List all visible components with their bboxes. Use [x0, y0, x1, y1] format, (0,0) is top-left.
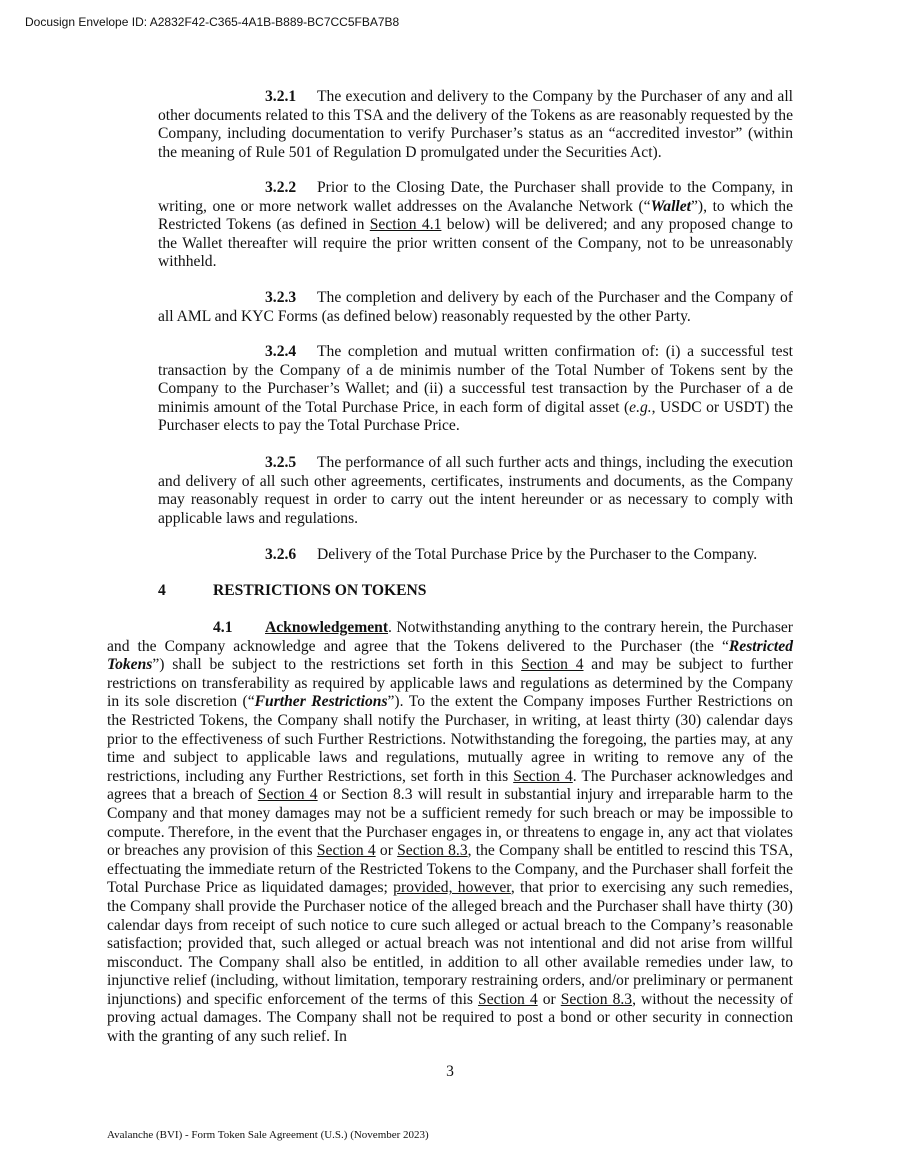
clause-number: 3.2.5 — [265, 454, 297, 471]
cross-reference: Section 8.3 — [560, 990, 633, 1008]
clause-number: 4.1 — [213, 619, 233, 636]
clause-3-2-4 — [158, 343, 793, 436]
clause-text: , without the necessity of proving actual damages. The Company shall not be required to post a bond or other security in connection with the granting of any such relief. In — [107, 990, 793, 1046]
cross-reference: Section 4 — [513, 767, 573, 785]
section-title: RESTRICTIONS ON TOKENS — [213, 582, 427, 599]
cross-reference: Section 4.1 — [369, 216, 442, 234]
clause-text: ”), to which the Restricted Tokens (as defined in — [158, 197, 793, 234]
clause-text: . The Purchaser acknowledges and agrees that a breach of — [107, 767, 793, 804]
clause-text: The execution and delivery to the Company by the Purchaser of any and all other documents related to this TSA and the delivery of the Tokens as are reasonably requested by the Company, including documentation to verify Purchaser’s status as an “accredited investor” (within the meaning of Rule 501 of Regulation D promulgated under the Securities Act). — [158, 88, 793, 161]
clause-3-2-6 — [158, 546, 793, 565]
defined-term: e.g. — [629, 398, 652, 416]
page-number: 3 — [446, 1063, 454, 1080]
envelope-id: Docusign Envelope ID: A2832F42-C365-4A1B-B889-BC7CC5FBA7B8 — [25, 15, 400, 29]
clause-text: The completion and delivery by each of the Purchaser and the Company of all AML and KYC Forms (as defined below) reasonably requested by the other Party. — [158, 289, 793, 325]
clause-3-2-1 — [158, 88, 793, 162]
clause-text: Delivery of the Total Purchase Price by the Purchaser to the Company. — [317, 546, 758, 563]
clause-text: below) will be delivered; and any proposed change to the Wallet thereafter will require the prior written consent of the Company, not to be unreasonably withheld. — [158, 216, 793, 271]
clause-text: or Section 8.3 will result in substantial injury and irreparable harm to the Company and that money damages may not be a sufficient remedy for such breach or may be impossible to compute. Therefore, in the event that the Purchaser engages in, or threatens to engage in, any act that violates or breaches any provision of this — [107, 786, 793, 860]
clause-text: or — [537, 990, 561, 1008]
clause-text: , USDC or USDT) the Purchaser elects to pay the Total Purchase Price. — [158, 398, 793, 435]
clause-text: Prior to the Closing Date, the Purchaser shall provide to the Company, in writing, one or more network wallet addresses on the Avalanche Network (“ — [158, 179, 793, 215]
clause-3-2-2 — [158, 179, 793, 272]
cross-reference: Section 4 — [478, 990, 538, 1008]
clause-text: or — [375, 842, 398, 860]
defined-term: Wallet — [650, 197, 692, 215]
cross-reference: Section 8.3 — [397, 842, 468, 860]
clause-text: The performance of all such further acts and things, including the execution and delivery of all such other agreements, certificates, instruments and documents, as the Company may reasonably request in order to carry out the intent hereunder or as necessary to comply with applicable laws and regulations. — [158, 454, 793, 527]
section-heading — [158, 582, 426, 600]
clause-text: ”). To the extent the Company imposes Further Restrictions on the Restricted Tokens, the Company shall notify the Purchaser, in writing, at least thirty (30) calendar days prior to the effectiveness of such Further Restrictions. Notwithstanding the foregoing, the parties may, at any time and subject to applicable laws and regulations, mutually agree in writing to remove any of the restrictions, including any Further Restrictions, set forth in this — [107, 693, 793, 785]
cross-reference: Section 4 — [521, 656, 584, 674]
cross-reference: provided, however — [393, 879, 511, 897]
clause-text: , that prior to exercising any such remedies, the Company shall provide the Purchaser notice of the alleged breach and the Purchaser shall have thirty (30) calendar days from receipt of such notice to cure such alleged or actual breach to the Company’s reasonable satisfaction; provided that, such alleged or actual breach was not intentional and did not arise from willful misconduct. The Company shall also be entitled, in addition to all other available remedies under law, to injunctive relief (including, without limitation, temporary restraining orders, and/or preliminary or permanent injunctions) and specific enforcement of the terms of this — [107, 879, 793, 1008]
cross-reference: Section 4 — [316, 842, 376, 860]
clause-number: 3.2.1 — [265, 88, 297, 105]
cross-reference: Acknowledgement — [265, 619, 389, 636]
clause-3-2-5 — [158, 454, 793, 528]
clause-text: The completion and mutual written confirmation of: (i) a successful test transaction by the Company of a de minimis number of the Total Number of Tokens sent by the Company to the Purchaser’s Wallet; and (ii) a successful test transaction by the Purchaser of a de minimis amount of the Total Purchase Price, in each form of digital asset ( — [158, 343, 793, 416]
clause-number: 3.2.3 — [265, 289, 297, 306]
clause-number: 3.2.4 — [265, 343, 297, 360]
clause-number: 3.2.2 — [265, 179, 297, 196]
clause-number: 3.2.6 — [265, 546, 297, 563]
clause-text: ”) shall be subject to the restrictions set forth in this — [152, 656, 522, 674]
clause-4-1 — [107, 619, 793, 1047]
clause-text: . Notwithstanding anything to the contrary herein, the Purchaser and the Company acknowledge and agree that the Tokens delivered to the Purchaser (the “ — [107, 619, 793, 655]
section-number: 4 — [158, 582, 166, 599]
cross-reference: Section 4 — [257, 786, 318, 804]
clause-text: and may be subject to further restrictions on transferability as required by applicable laws and regulations as determined by the Company in its sole discretion (“ — [107, 656, 793, 711]
defined-term: Restricted Tokens — [107, 637, 793, 674]
clause-3-2-3 — [158, 289, 793, 326]
defined-term: Further Restrictions — [254, 693, 388, 711]
clause-text: , the Company shall be entitled to rescind this TSA, effectuating the immediate return of the Restricted Tokens to the Company, and the Purchaser shall forfeit the Total Purchase Price as liquidated damages; — [107, 842, 793, 897]
footer: Avalanche (BVI) - Form Token Sale Agreement (U.S.) (November 2023) — [107, 1129, 429, 1141]
